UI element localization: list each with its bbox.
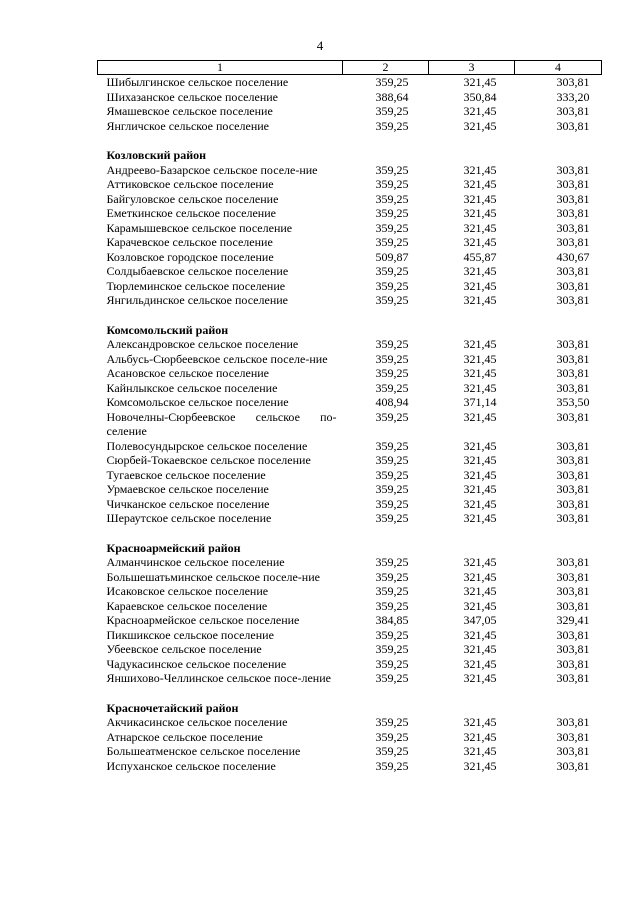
- value-col-4: 303,81: [556, 75, 590, 89]
- value-col-3: 321,45: [463, 351, 497, 366]
- value-col-4: 303,81: [556, 177, 590, 191]
- value-col-2: 359,25: [375, 555, 409, 569]
- value-col-4: 303,81: [556, 220, 590, 235]
- table-row: [98, 395, 602, 410]
- value-col-3: 321,45: [463, 584, 497, 598]
- value-col-4: 329,41: [556, 613, 590, 627]
- value-col-2: 359,25: [375, 206, 409, 220]
- value-col-4: 303,81: [556, 206, 590, 220]
- value-col-4: 303,81: [556, 744, 590, 758]
- value-col-2: 359,25: [375, 453, 409, 467]
- settlement-name: Чадукасинское сельское поселение: [106, 656, 287, 671]
- settlement-name: Полевосундырское сельское поселение: [106, 438, 308, 453]
- settlement-name: Андреево-Базарское сельское поселе-ние: [106, 162, 318, 177]
- table-row: [98, 511, 602, 526]
- value-col-3: 321,45: [463, 235, 497, 249]
- value-col-4: 303,81: [556, 264, 590, 278]
- column-header: 4: [515, 61, 602, 75]
- settlement-name: Комсомольское сельское поселение: [106, 395, 289, 409]
- value-col-4: 303,81: [556, 511, 590, 525]
- settlement-name: Альбусь-Сюрбеевское сельское поселе-ние: [106, 351, 328, 366]
- value-col-4: 303,81: [556, 162, 590, 177]
- settlement-name: Алманчинское сельское поселение: [106, 555, 285, 569]
- value-col-2: 359,25: [375, 598, 409, 613]
- settlement-name: Большеатменское сельское поселение: [106, 744, 301, 758]
- value-col-2: 359,25: [375, 118, 409, 133]
- table-row: [98, 613, 602, 628]
- value-col-3: 321,45: [463, 729, 497, 744]
- value-col-2: 359,25: [375, 729, 409, 744]
- settlement-name: Аттиковское сельское поселение: [106, 177, 274, 191]
- table-row: [98, 90, 602, 105]
- settlement-name: Тугаевское сельское поселение: [106, 467, 266, 482]
- settlement-name: Асановское сельское поселение: [106, 366, 269, 380]
- table-row: [98, 192, 602, 207]
- value-col-4: 303,81: [556, 671, 590, 685]
- spacer-row: [98, 686, 602, 701]
- settlement-name: Большешатьминское сельское поселе-ние: [106, 569, 320, 584]
- value-col-2: 359,25: [375, 584, 409, 598]
- value-col-4: 303,81: [556, 598, 590, 613]
- table-row: [98, 352, 602, 367]
- value-col-3: 321,45: [463, 715, 497, 729]
- value-col-2: 359,25: [375, 264, 409, 278]
- value-col-3: 321,45: [463, 380, 497, 395]
- settlement-name: Убеевское сельское поселение: [106, 642, 262, 656]
- table-row: [98, 177, 602, 192]
- district-heading: Козловский район: [106, 148, 207, 162]
- table-row: [98, 657, 602, 672]
- settlement-name: Карачевское сельское поселение: [106, 235, 273, 249]
- spacer-row: [98, 133, 602, 148]
- value-col-2: 359,25: [375, 642, 409, 656]
- value-col-4: 303,81: [556, 482, 590, 496]
- value-col-4: 303,81: [556, 729, 590, 744]
- value-col-3: 321,45: [463, 220, 497, 235]
- spacer-row: [98, 308, 602, 323]
- table-row: [98, 366, 602, 381]
- value-col-2: 359,25: [375, 656, 409, 671]
- table-row: [98, 671, 602, 686]
- value-col-3: 350,84: [463, 89, 497, 104]
- column-header: 2: [343, 61, 429, 75]
- table-row: [98, 250, 602, 265]
- value-col-4: 303,81: [556, 555, 590, 569]
- value-col-3: 321,45: [463, 75, 497, 89]
- table-row: [98, 410, 602, 439]
- column-header: 1: [98, 61, 343, 75]
- value-col-3: 321,45: [463, 642, 497, 656]
- value-col-4: 303,81: [556, 409, 590, 424]
- value-col-2: 359,25: [375, 104, 409, 118]
- value-col-2: 359,25: [375, 220, 409, 235]
- value-col-3: 321,45: [463, 104, 497, 118]
- district-heading-row: [98, 701, 602, 716]
- settlement-name: Атнарское сельское поселение: [106, 729, 263, 744]
- table-row: [98, 584, 602, 599]
- table-row: [98, 468, 602, 483]
- value-col-2: 359,25: [375, 351, 409, 366]
- table-row: [98, 104, 602, 119]
- value-col-2: 509,87: [375, 249, 409, 264]
- table-row: [98, 337, 602, 352]
- table-row: [98, 293, 602, 308]
- district-heading: Красночетайский район: [106, 700, 239, 715]
- settlement-name: Александровское сельское поселение: [106, 337, 299, 351]
- settlement-name: Урмаевское сельское поселение: [106, 482, 269, 496]
- value-col-4: 430,67: [556, 249, 590, 264]
- settlement-name: Янгличское сельское поселение: [106, 118, 269, 133]
- settlement-name: Козловское городское поселение: [106, 249, 274, 264]
- value-col-4: 303,81: [556, 380, 590, 395]
- settlement-name: Карамышевское сельское поселение: [106, 220, 293, 235]
- value-col-2: 359,25: [375, 438, 409, 453]
- settlement-name: Шераутское сельское поселение: [106, 511, 272, 525]
- value-col-4: 303,81: [556, 366, 590, 380]
- value-col-3: 321,45: [463, 162, 497, 177]
- value-col-4: 303,81: [556, 278, 590, 293]
- value-col-2: 359,25: [375, 511, 409, 525]
- value-col-3: 321,45: [463, 293, 497, 307]
- value-col-3: 321,45: [463, 177, 497, 191]
- value-col-4: 303,81: [556, 191, 590, 206]
- district-heading-row: [98, 323, 602, 338]
- district-heading-row: [98, 148, 602, 163]
- table-row: [98, 439, 602, 454]
- value-col-4: 303,81: [556, 293, 590, 307]
- value-col-3: 321,45: [463, 627, 497, 642]
- value-col-3: 321,45: [463, 467, 497, 482]
- value-col-3: 321,45: [463, 264, 497, 278]
- settlement-name: Шихазанское сельское поселение: [106, 89, 278, 104]
- value-col-2: 359,25: [375, 380, 409, 395]
- value-col-4: 303,81: [556, 758, 590, 773]
- value-col-2: 359,25: [375, 627, 409, 642]
- value-col-3: 347,05: [463, 613, 497, 627]
- settlement-name: Еметкинское сельское поселение: [106, 206, 276, 220]
- settlement-name: Исаковское сельское поселение: [106, 584, 269, 598]
- value-col-4: 303,81: [556, 467, 590, 482]
- settlement-name: Ямашевское сельское поселение: [106, 104, 273, 118]
- settlement-name: Красноармейское сельское поселение: [106, 613, 300, 627]
- table-row: [98, 381, 602, 396]
- value-col-4: 303,81: [556, 453, 590, 467]
- value-col-3: 321,45: [463, 482, 497, 496]
- column-header: 3: [429, 61, 515, 75]
- value-col-3: 321,45: [463, 118, 497, 133]
- table-row: [98, 264, 602, 279]
- table-row: [98, 235, 602, 250]
- value-col-2: 359,25: [375, 366, 409, 380]
- value-col-4: 303,81: [556, 104, 590, 118]
- value-col-3: 455,87: [463, 249, 497, 264]
- value-col-2: 384,85: [375, 613, 409, 627]
- settlement-name: Акчикасинское сельское поселение: [106, 715, 288, 729]
- value-col-3: 321,45: [463, 366, 497, 380]
- settlement-name: Караевское сельское поселение: [106, 598, 268, 613]
- table-row: [98, 279, 602, 294]
- district-heading: Красноармейский район: [106, 540, 241, 555]
- value-col-3: 321,45: [463, 569, 497, 584]
- value-col-2: 359,25: [375, 409, 409, 424]
- value-col-3: 321,45: [463, 278, 497, 293]
- settlement-name: Новочелны-Сюрбеевское сельское по-селение: [106, 409, 337, 438]
- settlement-name: Шибылгинское сельское поселение: [106, 75, 289, 89]
- settlement-name: Кайнлыкское сельское поселение: [106, 380, 278, 395]
- value-col-2: 359,25: [375, 715, 409, 729]
- value-col-4: 303,81: [556, 627, 590, 642]
- table-row: [98, 759, 602, 774]
- value-col-3: 321,45: [463, 438, 497, 453]
- value-col-4: 303,81: [556, 118, 590, 133]
- value-col-4: 303,81: [556, 235, 590, 249]
- value-col-3: 321,45: [463, 191, 497, 206]
- value-col-3: 321,45: [463, 656, 497, 671]
- district-heading: Комсомольский район: [106, 322, 229, 337]
- value-col-4: 333,20: [556, 89, 590, 104]
- table-row: [98, 453, 602, 468]
- table-row: [98, 163, 602, 178]
- table-row: [98, 628, 602, 643]
- value-col-4: 303,81: [556, 351, 590, 366]
- table-row: [98, 715, 602, 730]
- table-row: [98, 730, 602, 745]
- value-col-4: 303,81: [556, 496, 590, 511]
- table-row: [98, 744, 602, 759]
- value-col-2: 359,25: [375, 235, 409, 249]
- header-row: [98, 61, 602, 75]
- page-number: 4: [316, 38, 324, 53]
- value-col-4: 353,50: [556, 395, 590, 409]
- settlement-name: Сюрбей-Токаевское сельское поселение: [106, 453, 311, 467]
- settlement-name: Пикшикское сельское поселение: [106, 627, 274, 642]
- value-col-2: 359,25: [375, 496, 409, 511]
- value-col-2: 408,94: [375, 395, 409, 409]
- district-heading-row: [98, 541, 602, 556]
- settlement-name: Байгуловское сельское поселение: [106, 191, 279, 206]
- tariff-table: [97, 60, 602, 773]
- table-row: [98, 642, 602, 657]
- settlement-name: Тюрлеминское сельское поселение: [106, 278, 286, 293]
- value-col-4: 303,81: [556, 569, 590, 584]
- spacer-row: [98, 526, 602, 541]
- table-body: [98, 75, 602, 774]
- value-col-3: 321,45: [463, 409, 497, 424]
- value-col-3: 321,45: [463, 511, 497, 525]
- value-col-3: 321,45: [463, 744, 497, 758]
- value-col-2: 359,25: [375, 293, 409, 307]
- table-row: [98, 497, 602, 512]
- table-row: [98, 482, 602, 497]
- value-col-3: 321,45: [463, 598, 497, 613]
- value-col-3: 321,45: [463, 555, 497, 569]
- value-col-4: 303,81: [556, 584, 590, 598]
- value-col-2: 359,25: [375, 75, 409, 89]
- value-col-3: 321,45: [463, 206, 497, 220]
- value-col-3: 321,45: [463, 337, 497, 351]
- settlement-name: Испуханское сельское поселение: [106, 758, 276, 773]
- table-row: [98, 119, 602, 134]
- value-col-4: 303,81: [556, 438, 590, 453]
- value-col-2: 359,25: [375, 482, 409, 496]
- settlement-name: Янгильдинское сельское поселение: [106, 293, 288, 307]
- value-col-2: 359,25: [375, 467, 409, 482]
- value-col-2: 359,25: [375, 569, 409, 584]
- value-col-2: 359,25: [375, 162, 409, 177]
- value-col-4: 303,81: [556, 656, 590, 671]
- value-col-3: 371,14: [463, 395, 497, 409]
- settlement-name: Яншихово-Челлинское сельское посе-ление: [106, 671, 331, 685]
- value-col-4: 303,81: [556, 337, 590, 351]
- value-col-2: 359,25: [375, 191, 409, 206]
- value-col-2: 359,25: [375, 337, 409, 351]
- settlement-name: Чичканское сельское поселение: [106, 496, 270, 511]
- value-col-2: 359,25: [375, 278, 409, 293]
- value-col-2: 388,64: [375, 89, 409, 104]
- value-col-2: 359,25: [375, 758, 409, 773]
- value-col-3: 321,45: [463, 453, 497, 467]
- value-col-3: 321,45: [463, 758, 497, 773]
- table-row: [98, 570, 602, 585]
- table-row: [98, 221, 602, 236]
- table-row: [98, 75, 602, 90]
- table-row: [98, 206, 602, 221]
- value-col-2: 359,25: [375, 177, 409, 191]
- table-row: [98, 555, 602, 570]
- value-col-2: 359,25: [375, 744, 409, 758]
- value-col-2: 359,25: [375, 671, 409, 685]
- value-col-3: 321,45: [463, 496, 497, 511]
- table-row: [98, 599, 602, 614]
- value-col-4: 303,81: [556, 715, 590, 729]
- settlement-name: Солдыбаевское сельское поселение: [106, 264, 289, 278]
- value-col-4: 303,81: [556, 642, 590, 656]
- value-col-3: 321,45: [463, 671, 497, 685]
